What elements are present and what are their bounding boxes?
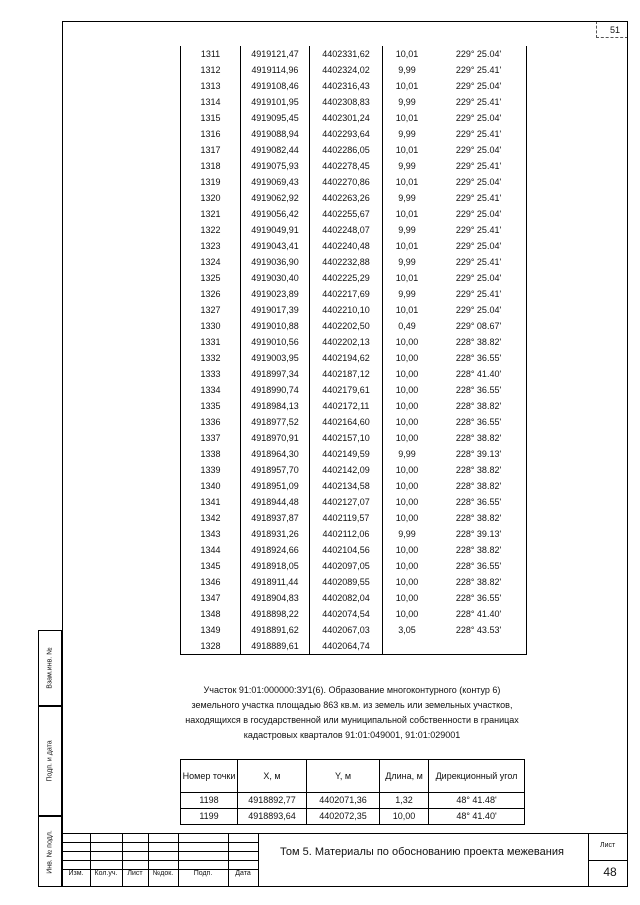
cell-length: 9,99: [398, 193, 416, 203]
cell-length: 9,99: [398, 225, 416, 235]
cell-angle: 229° 25.04': [431, 302, 527, 318]
table-row: [181, 382, 527, 398]
cell-y: 4402157,10: [310, 430, 383, 446]
table-row: [181, 793, 525, 809]
cell-point: 1347: [181, 590, 241, 606]
cell-length: 10,00: [395, 545, 419, 555]
cell-x: 4918951,09: [241, 478, 310, 494]
cell-angle: 228° 38.82': [431, 398, 527, 414]
cell-angle: 48° 41.40': [429, 809, 525, 825]
segment-table: [180, 759, 525, 825]
cell-x: 4919101,95: [241, 94, 310, 110]
stamp-col-label: Кол.уч.: [94, 870, 118, 877]
table-row: [181, 334, 527, 350]
cell-point: 1326: [181, 286, 241, 302]
cell-length: 10,00: [395, 497, 419, 507]
table-row: [181, 510, 527, 526]
cell-length: 0,49: [398, 321, 416, 331]
cell-angle: 229° 25.41': [431, 190, 527, 206]
cell-y: 4402324,02: [310, 62, 383, 78]
coordinates-table: [180, 46, 527, 655]
cell-y: 4402270,86: [310, 174, 383, 190]
cell-point: 1346: [181, 574, 241, 590]
cell-point: 1317: [181, 142, 241, 158]
cell-length: 10,01: [395, 241, 419, 251]
cell-x: 4918990,74: [241, 382, 310, 398]
document-title: Том 5. Материалы по обоснованию проекта межевания: [280, 846, 564, 858]
header-angle: Дирекционный угол: [429, 760, 525, 793]
cell-angle: 228° 36.55': [431, 558, 527, 574]
table-row: [181, 286, 527, 302]
cell-angle: 229° 25.04': [431, 270, 527, 286]
cell-angle: 228° 36.55': [431, 590, 527, 606]
table-row: [181, 62, 527, 78]
cell-y: 4402202,50: [310, 318, 383, 334]
header-x: X, м: [238, 760, 307, 793]
cell-length: 9,99: [398, 161, 416, 171]
table-row: [181, 638, 527, 655]
cell-point: 1198: [181, 793, 238, 809]
cell-y: 4402202,13: [310, 334, 383, 350]
cell-angle: 229° 25.41': [431, 286, 527, 302]
cell-x: 4918904,83: [241, 590, 310, 606]
table-row: [181, 542, 527, 558]
cell-point: 1341: [181, 494, 241, 510]
cell-point: 1339: [181, 462, 241, 478]
cell-x: 4918889,61: [241, 638, 310, 655]
cell-point: 1314: [181, 94, 241, 110]
cell-length: 10,00: [395, 337, 419, 347]
stamp-col-label: Дата: [235, 870, 251, 877]
cell-length: 10,01: [395, 305, 419, 315]
cell-angle: 228° 43.53': [431, 622, 527, 638]
header-point: Номер точки: [181, 760, 238, 793]
table-row: [181, 142, 527, 158]
table-row: [181, 494, 527, 510]
cell-y: 4402255,67: [310, 206, 383, 222]
cell-angle: 229° 25.41': [431, 126, 527, 142]
table-row: [181, 430, 527, 446]
table-row: [181, 238, 527, 254]
cell-y: 4402149,59: [310, 446, 383, 462]
table-row: [181, 350, 527, 366]
table-row: [181, 78, 527, 94]
table-row: [181, 206, 527, 222]
cell-point: 1338: [181, 446, 241, 462]
table-row: [181, 254, 527, 270]
cell-y: 4402082,04: [310, 590, 383, 606]
cell-x: 4919114,96: [241, 62, 310, 78]
cell-x: 4919010,56: [241, 334, 310, 350]
cell-angle: 229° 25.04': [431, 78, 527, 94]
stamp-line: [258, 833, 259, 887]
cell-length: 10,00: [395, 609, 419, 619]
table-row: [181, 414, 527, 430]
cell-y: 4402187,12: [310, 366, 383, 382]
cell-angle: 228° 38.82': [431, 462, 527, 478]
cell-angle: 228° 39.13': [431, 526, 527, 542]
cell-x: 4919121,47: [241, 46, 310, 62]
cell-length: 10,00: [395, 433, 419, 443]
table-header-row: [181, 760, 525, 793]
cell-y: 4402071,36: [307, 793, 380, 809]
table-row: [181, 110, 527, 126]
cell-x: 4918924,66: [241, 542, 310, 558]
cell-angle: 228° 38.82': [431, 334, 527, 350]
cell-length: 10,01: [395, 81, 419, 91]
cell-angle: 228° 36.55': [431, 350, 527, 366]
cell-length: 10,00: [395, 593, 419, 603]
cell-point: 1348: [181, 606, 241, 622]
cell-x: 4919023,89: [241, 286, 310, 302]
cell-angle: [431, 638, 527, 655]
table-row: [181, 558, 527, 574]
cell-point: 1335: [181, 398, 241, 414]
table-row: [181, 462, 527, 478]
cell-point: 1322: [181, 222, 241, 238]
cell-y: 4402278,45: [310, 158, 383, 174]
cell-point: 1318: [181, 158, 241, 174]
cell-y: 4402240,48: [310, 238, 383, 254]
cell-y: 4402072,35: [307, 809, 380, 825]
cell-angle: 229° 25.41': [431, 62, 527, 78]
cell-length: 10,00: [395, 401, 419, 411]
cell-point: 1349: [181, 622, 241, 638]
side-stamp-replacement: [38, 630, 62, 706]
cell-point: 1321: [181, 206, 241, 222]
cell-length: 10,01: [395, 49, 419, 59]
table-row: [181, 398, 527, 414]
cell-x: 4919049,91: [241, 222, 310, 238]
cell-point: 1327: [181, 302, 241, 318]
table-row: [181, 622, 527, 638]
stamp-line: [588, 833, 589, 887]
cell-length: 1,32: [380, 793, 429, 809]
cell-x: 4919069,43: [241, 174, 310, 190]
table-row: [181, 94, 527, 110]
cell-length: 3,05: [398, 625, 416, 635]
cell-y: 4402074,54: [310, 606, 383, 622]
stamp-line: [122, 833, 123, 887]
cell-length: 9,99: [398, 257, 416, 267]
cell-point: 1342: [181, 510, 241, 526]
cell-angle: 48° 41.48': [429, 793, 525, 809]
cell-y: 4402134,58: [310, 478, 383, 494]
cell-length: 9,99: [398, 65, 416, 75]
cell-length: 10,01: [395, 209, 419, 219]
cell-angle: 229° 25.04': [431, 46, 527, 62]
cell-point: 1343: [181, 526, 241, 542]
cell-x: 4919088,94: [241, 126, 310, 142]
cell-point: 1315: [181, 110, 241, 126]
cell-point: 1328: [181, 638, 241, 655]
cell-y: 4402119,57: [310, 510, 383, 526]
table-row: [181, 126, 527, 142]
table-row: [181, 190, 527, 206]
cell-angle: 228° 38.82': [431, 510, 527, 526]
cell-point: 1331: [181, 334, 241, 350]
cell-length: 9,99: [398, 529, 416, 539]
cell-y: 4402104,56: [310, 542, 383, 558]
cell-x: 4918997,34: [241, 366, 310, 382]
cell-y: 4402308,83: [310, 94, 383, 110]
table-row: [181, 606, 527, 622]
cell-x: 4918970,91: [241, 430, 310, 446]
stamp-col-label: №док.: [152, 870, 174, 877]
cell-point: 1316: [181, 126, 241, 142]
cell-length: 10,00: [395, 481, 419, 491]
cell-y: 4402225,29: [310, 270, 383, 286]
cell-y: 4402127,07: [310, 494, 383, 510]
table-row: [181, 366, 527, 382]
cell-length: 10,00: [380, 809, 429, 825]
table-row: [181, 270, 527, 286]
cell-point: 1320: [181, 190, 241, 206]
cell-angle: 228° 38.82': [431, 542, 527, 558]
cell-angle: 229° 25.41': [431, 254, 527, 270]
cell-angle: 229° 25.04': [431, 206, 527, 222]
cell-y: 4402142,09: [310, 462, 383, 478]
cell-length: 9,99: [398, 97, 416, 107]
cell-x: 4918893,64: [238, 809, 307, 825]
table-row: [181, 446, 527, 462]
cell-length: 9,99: [398, 449, 416, 459]
cell-y: 4402263,26: [310, 190, 383, 206]
cell-x: 4919017,39: [241, 302, 310, 318]
cell-angle: 228° 38.82': [431, 478, 527, 494]
cell-angle: 228° 39.13': [431, 446, 527, 462]
table-row: [181, 574, 527, 590]
cell-x: 4918892,77: [238, 793, 307, 809]
cell-y: 4402097,05: [310, 558, 383, 574]
cell-length: 10,01: [395, 145, 419, 155]
stamp-line: [228, 833, 229, 887]
cell-angle: 229° 25.04': [431, 238, 527, 254]
cell-angle: 228° 36.55': [431, 494, 527, 510]
cell-x: 4918957,70: [241, 462, 310, 478]
cell-y: 4402194,62: [310, 350, 383, 366]
cell-x: 4919095,45: [241, 110, 310, 126]
side-stamp-inventory: [38, 816, 62, 887]
cell-length: 10,00: [395, 465, 419, 475]
cell-point: 1199: [181, 809, 238, 825]
cell-y: 4402316,43: [310, 78, 383, 94]
cell-y: 4402232,88: [310, 254, 383, 270]
cell-x: 4919075,93: [241, 158, 310, 174]
cell-length: 10,00: [395, 369, 419, 379]
page-number: 51: [596, 21, 628, 38]
cell-x: 4918977,52: [241, 414, 310, 430]
side-label: Взам.инв. №: [46, 647, 54, 689]
cell-x: 4919082,44: [241, 142, 310, 158]
cell-angle: 229° 08.67': [431, 318, 527, 334]
cell-x: 4919062,92: [241, 190, 310, 206]
cell-length: 10,01: [395, 177, 419, 187]
cell-y: 4402217,69: [310, 286, 383, 302]
cell-length: 10,00: [395, 561, 419, 571]
table-row: [181, 809, 525, 825]
cell-length: 10,00: [395, 417, 419, 427]
cell-x: 4919056,42: [241, 206, 310, 222]
cell-y: 4402164,60: [310, 414, 383, 430]
table-row: [181, 302, 527, 318]
cell-y: 4402172,11: [310, 398, 383, 414]
cell-length: 10,00: [395, 385, 419, 395]
sheet-label: Лист: [600, 842, 616, 849]
cell-point: 1330: [181, 318, 241, 334]
title-block: [62, 833, 628, 887]
cell-angle: 229° 25.04': [431, 174, 527, 190]
cell-point: 1312: [181, 62, 241, 78]
cell-y: 4402301,24: [310, 110, 383, 126]
table-row: [181, 222, 527, 238]
stamp-line: [588, 860, 628, 861]
table-row: [181, 590, 527, 606]
stamp-col-label: Изм.: [68, 870, 84, 877]
stamp-line: [178, 833, 179, 887]
cell-point: 1325: [181, 270, 241, 286]
cell-length: 10,01: [395, 113, 419, 123]
cell-y: 4402293,64: [310, 126, 383, 142]
cell-angle: 228° 38.82': [431, 430, 527, 446]
plot-caption: Участок 91:01:000000:ЗУ1(6). Образование многоконтурного (контур 6) земельного участка площадью 863 кв.м. из земель или земельных участков, находящихся в государственной или муниципальной собственности в границах кадастровых кварталов 91:01:049001, 91:01:029001: [185, 685, 519, 740]
table-row: [181, 46, 527, 62]
sheet-number: 48: [603, 865, 617, 879]
cell-angle: 229° 25.41': [431, 94, 527, 110]
stamp-col-label: Подп.: [193, 870, 213, 877]
cell-angle: 229° 25.41': [431, 222, 527, 238]
cell-x: 4919003,95: [241, 350, 310, 366]
cell-angle: 229° 25.41': [431, 158, 527, 174]
cell-point: 1345: [181, 558, 241, 574]
cell-x: 4918964,30: [241, 446, 310, 462]
stamp-col-label: Лист: [127, 870, 143, 877]
cell-y: 4402089,55: [310, 574, 383, 590]
cell-angle: 228° 41.40': [431, 366, 527, 382]
stamp-line: [90, 833, 91, 887]
cell-length: 10,00: [395, 577, 419, 587]
cell-point: 1333: [181, 366, 241, 382]
table-row: [181, 478, 527, 494]
cell-y: 4402112,06: [310, 526, 383, 542]
cell-length: 10,00: [395, 353, 419, 363]
cell-point: 1336: [181, 414, 241, 430]
cell-x: 4919030,40: [241, 270, 310, 286]
table-row: [181, 318, 527, 334]
cell-point: 1340: [181, 478, 241, 494]
header-length: Длина, м: [380, 760, 429, 793]
cell-point: 1319: [181, 174, 241, 190]
cell-x: 4918984,13: [241, 398, 310, 414]
cell-y: 4402210,10: [310, 302, 383, 318]
cell-x: 4918944,48: [241, 494, 310, 510]
cell-angle: 228° 41.40': [431, 606, 527, 622]
cell-length: 9,99: [398, 129, 416, 139]
cell-x: 4918911,44: [241, 574, 310, 590]
cell-x: 4918891,62: [241, 622, 310, 638]
cell-x: 4919043,41: [241, 238, 310, 254]
stamp-line: [62, 833, 628, 834]
cell-length: 10,01: [395, 273, 419, 283]
side-label: Подп. и дата: [46, 740, 54, 782]
cell-point: 1334: [181, 382, 241, 398]
cell-point: 1344: [181, 542, 241, 558]
cell-length: 10,00: [395, 513, 419, 523]
header-y: Y, м: [307, 760, 380, 793]
cell-point: 1337: [181, 430, 241, 446]
stamp-line: [148, 833, 149, 887]
cell-point: 1332: [181, 350, 241, 366]
cell-x: 4918898,22: [241, 606, 310, 622]
cell-point: 1313: [181, 78, 241, 94]
cell-length: 9,99: [398, 289, 416, 299]
table-row: [181, 158, 527, 174]
cell-angle: 229° 25.04': [431, 110, 527, 126]
side-stamp-signature: [38, 706, 62, 816]
cell-angle: 228° 36.55': [431, 382, 527, 398]
cell-x: 4918937,87: [241, 510, 310, 526]
cell-x: 4918931,26: [241, 526, 310, 542]
cell-angle: 228° 38.82': [431, 574, 527, 590]
cell-y: 4402067,03: [310, 622, 383, 638]
cell-x: 4919036,90: [241, 254, 310, 270]
cell-length: [383, 638, 432, 655]
cell-point: 1323: [181, 238, 241, 254]
cell-y: 4402331,62: [310, 46, 383, 62]
side-label: Инв. № подл.: [46, 829, 54, 874]
cell-angle: 229° 25.04': [431, 142, 527, 158]
cell-y: 4402179,61: [310, 382, 383, 398]
cell-point: 1311: [181, 46, 241, 62]
cell-y: 4402286,05: [310, 142, 383, 158]
table-row: [181, 526, 527, 542]
cell-y: 4402064,74: [310, 638, 383, 655]
table-row: [181, 174, 527, 190]
cell-point: 1324: [181, 254, 241, 270]
cell-x: 4919010,88: [241, 318, 310, 334]
cell-x: 4918918,05: [241, 558, 310, 574]
cell-x: 4919108,46: [241, 78, 310, 94]
cell-angle: 228° 36.55': [431, 414, 527, 430]
cell-y: 4402248,07: [310, 222, 383, 238]
